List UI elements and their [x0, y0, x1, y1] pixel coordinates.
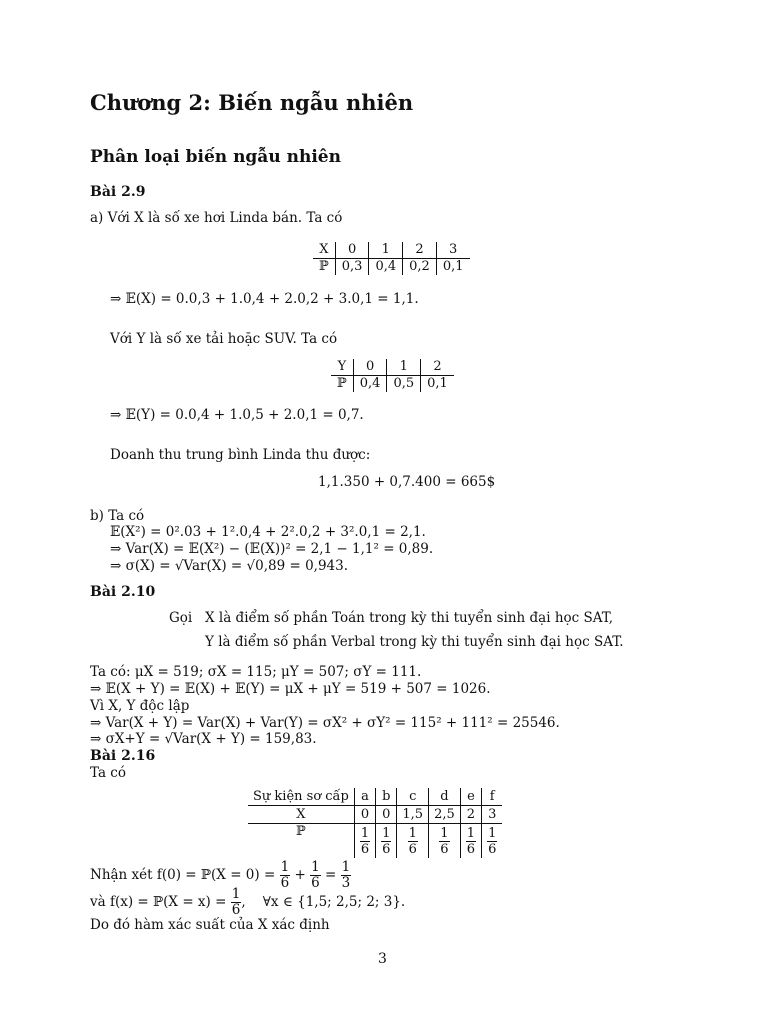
bai216-intro: Ta có	[90, 765, 126, 781]
p-value-cell	[482, 824, 503, 859]
p-den: 6	[440, 841, 449, 857]
revenue-formula: 1,1.350 + 0,7.400 = 665$	[318, 474, 496, 490]
x-value-cell: 2	[460, 806, 481, 824]
event-cell: c	[397, 788, 429, 806]
revenue-intro: Doanh thu trung bình Linda thu được:	[110, 447, 371, 463]
part-b-line-1: 𝔼(X²) = 0².03 + 1².0,4 + 2².0,2 + 3².0,1 = 2,1.	[110, 524, 426, 540]
frac-num: 1	[280, 859, 290, 875]
p-row-label: ℙ	[248, 824, 354, 859]
definition-x: X là điểm số phần Toán trong kỳ thi tuyển sinh đại học SAT,	[205, 610, 614, 626]
p-num: 1	[382, 825, 391, 841]
expectation-y: ⇒ 𝔼(Y) = 0.0,4 + 1.0,5 + 2.0,1 = 0,7.	[110, 407, 364, 423]
bai210-line-5: ⇒ σX+Y = √Var(X + Y) = 159,83.	[90, 731, 317, 747]
p-value-cell	[376, 824, 397, 859]
event-cell: e	[460, 788, 481, 806]
event-cell: f	[482, 788, 503, 806]
exercise-2-9-title: Bài 2.9	[90, 184, 146, 200]
definition-y: Y là điểm số phần Verbal trong kỳ thi tuyển sinh đại học SAT.	[205, 634, 624, 650]
va-line	[90, 885, 405, 919]
chapter-title: Chương 2: Biến ngẫu nhiên	[90, 90, 414, 115]
table-y-prob-label: ℙ	[331, 376, 353, 393]
x-value-cell: 2,5	[429, 806, 461, 824]
table-y-value: 2	[421, 359, 454, 376]
part-b-line-3: ⇒ σ(X) = √Var(X) = √0,89 = 0,943.	[110, 558, 349, 574]
p-den: 6	[488, 841, 497, 857]
x-value-cell: 0	[376, 806, 397, 824]
p-value-cell	[460, 824, 481, 859]
p-num: 1	[360, 825, 370, 841]
p-den: 6	[382, 841, 391, 857]
va-text: và f(x) = ℙ(X = x) =	[90, 894, 227, 910]
frac-num: 1	[231, 886, 241, 902]
va-post-text: , ∀x ∈ {1,5; 2,5; 2; 3}.	[241, 894, 406, 910]
frac-den: 6	[311, 875, 320, 891]
distribution-table-y	[331, 359, 454, 392]
bai210-line-1: Ta có: μX = 519; σX = 115; μY = 507; σY = 111.	[90, 664, 422, 680]
table-y-var-label: Y	[331, 359, 353, 376]
frac-den: 6	[231, 902, 241, 918]
table-y-value: 1	[387, 359, 421, 376]
p-num: 1	[440, 825, 449, 841]
equals-sign: =	[324, 867, 337, 883]
x-value-cell: 1,5	[397, 806, 429, 824]
table-x-value: 1	[369, 242, 403, 259]
conclusion-line: Do đó hàm xác suất của X xác định	[90, 917, 330, 933]
plus-sign: +	[294, 867, 306, 883]
table-x-prob: 0,4	[369, 259, 403, 276]
p-den: 6	[466, 841, 476, 857]
exercise-2-9-a-intro: a) Với X là số xe hơi Linda bán. Ta có	[90, 210, 343, 226]
p-num: 1	[408, 825, 417, 841]
table-y-prob: 0,1	[427, 376, 448, 391]
p-value-cell	[354, 824, 375, 859]
table-x-value: 2	[403, 242, 437, 259]
frac-den: 6	[280, 875, 290, 891]
y-intro: Với Y là số xe tải hoặc SUV. Ta có	[110, 331, 338, 347]
distribution-table-x	[313, 242, 470, 275]
frac-den: 3	[341, 875, 351, 891]
table-x-prob: 0,1	[442, 259, 464, 274]
event-cell: d	[429, 788, 461, 806]
table-x-prob: 0,3	[335, 259, 369, 276]
fraction	[231, 887, 242, 918]
x-value-cell: 3	[482, 806, 503, 824]
frac-num: 1	[341, 859, 351, 875]
table-x-value: 3	[436, 242, 469, 259]
exercise-2-10-title: Bài 2.10	[90, 584, 156, 600]
p-den: 6	[360, 841, 370, 857]
table-x-prob: 0,2	[403, 259, 437, 276]
p-num: 1	[488, 825, 497, 841]
bai210-line-2: ⇒ 𝔼(X + Y) = 𝔼(X) + 𝔼(Y) = μX + μY = 519 + 507 = 1026.	[90, 681, 491, 697]
table-y-prob: 0,5	[387, 376, 421, 393]
events-head-label: Sự kiện sơ cấp	[248, 788, 354, 806]
bai210-line-3: Vì X, Y độc lập	[90, 698, 190, 714]
exercise-2-16-title: Bài 2.16	[90, 748, 156, 764]
table-x-value: 0	[335, 242, 369, 259]
part-b-line-2: ⇒ Var(X) = 𝔼(X²) − (𝔼(X))² = 2,1 − 1,1² = 0,89.	[110, 541, 434, 557]
goi-label: Gọi	[169, 610, 193, 626]
event-cell: b	[376, 788, 397, 806]
x-row-label: X	[248, 806, 354, 824]
table-x-prob-label: ℙ	[313, 259, 335, 276]
part-b-label: b) Ta có	[90, 508, 145, 524]
p-value-cell	[429, 824, 461, 859]
table-y-prob: 0,4	[353, 376, 387, 393]
page-number: 3	[378, 951, 387, 967]
expectation-x: ⇒ 𝔼(X) = 0.0,3 + 1.0,4 + 2.0,2 + 3.0,1 = 1,1.	[110, 291, 419, 307]
table-y-value: 0	[353, 359, 387, 376]
frac-num: 1	[311, 859, 320, 875]
section-title: Phân loại biến ngẫu nhiên	[90, 147, 341, 167]
nhan-xet-text: Nhận xét f(0) = ℙ(X = 0) =	[90, 867, 276, 883]
p-num: 1	[466, 825, 476, 841]
x-value-cell: 0	[354, 806, 375, 824]
elementary-events-table	[248, 788, 502, 858]
event-cell: a	[354, 788, 375, 806]
bai210-line-4: ⇒ Var(X + Y) = Var(X) + Var(Y) = σX² + σY² = 115² + 111² = 25546.	[90, 715, 560, 731]
p-den: 6	[408, 841, 417, 857]
p-value-cell	[397, 824, 429, 859]
table-x-var-label: X	[313, 242, 335, 259]
